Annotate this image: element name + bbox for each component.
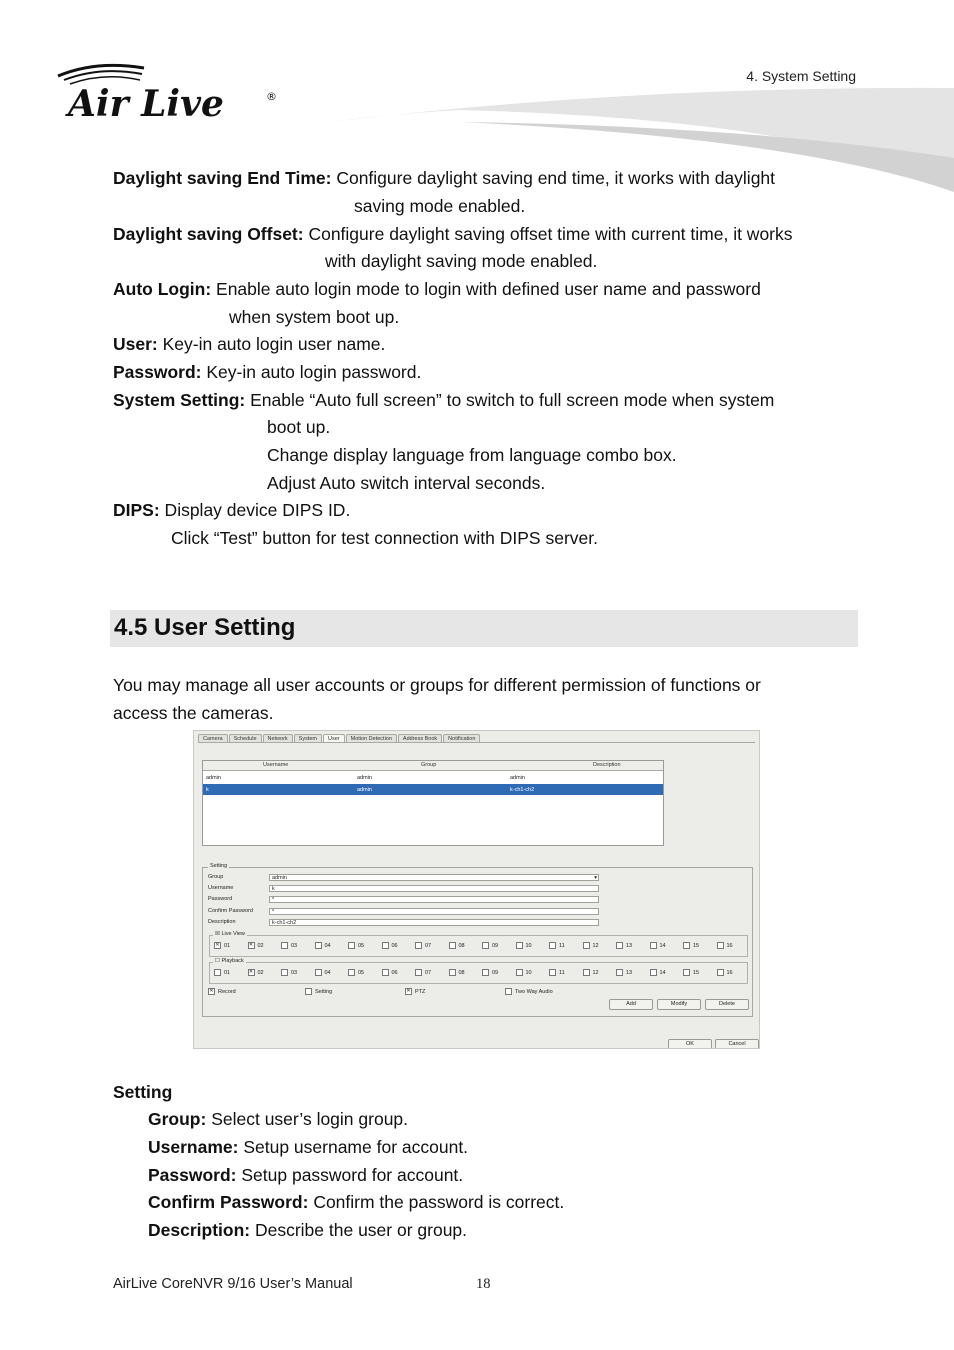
channel-label: 13	[626, 969, 633, 976]
channel-checkbox-12[interactable]	[583, 969, 599, 976]
para-dst-offset-cont: with daylight saving mode enabled.	[325, 251, 598, 271]
channel-checkbox-03[interactable]	[281, 942, 297, 949]
channel-label: 15	[693, 942, 700, 949]
channel-label: 09	[492, 969, 499, 976]
checkbox-icon	[482, 942, 489, 949]
term: Daylight saving End Time:	[113, 168, 332, 188]
col-username[interactable]: Username	[263, 762, 289, 768]
channel-checkbox-06[interactable]	[382, 969, 398, 976]
channel-checkbox-08[interactable]	[449, 942, 465, 949]
checkbox-icon	[449, 942, 456, 949]
checkbox-icon	[650, 969, 657, 976]
live-view-group	[209, 931, 748, 957]
term: Username:	[148, 1137, 239, 1157]
channel-checkbox-12[interactable]	[583, 942, 599, 949]
tab-schedule[interactable]: Schedule	[229, 734, 262, 743]
cell-username: k	[206, 787, 209, 793]
channel-checkbox-10[interactable]	[516, 969, 532, 976]
desc: Configure daylight saving offset time with current time, it works	[303, 224, 793, 244]
chevron-down-icon: ▾	[594, 875, 597, 881]
desc: Confirm the password is correct.	[308, 1192, 565, 1212]
group-label: Group	[208, 874, 224, 880]
ok-button[interactable]: OK	[668, 1039, 712, 1049]
checkbox-icon	[482, 969, 489, 976]
user-row-selected[interactable]	[203, 784, 663, 795]
checkbox-icon: ✕	[248, 942, 254, 948]
channel-label: 01	[224, 969, 231, 976]
perm-label: PTZ	[415, 988, 426, 995]
playback-legend[interactable]	[213, 958, 246, 964]
checkbox-icon	[717, 969, 724, 976]
term: Confirm Password:	[148, 1192, 309, 1212]
checkbox-icon	[415, 942, 422, 949]
cell-description: admin	[510, 775, 525, 781]
channel-label: 11	[559, 942, 565, 949]
checkbox-icon	[583, 942, 590, 949]
channel-checkbox-16[interactable]	[717, 942, 733, 949]
checkbox-icon: ✕	[209, 988, 214, 994]
svg-text:Air Live: Air Live	[68, 83, 224, 125]
channel-label: 07	[425, 969, 432, 976]
checkbox-icon	[516, 969, 523, 976]
para-auto-login-cont: when system boot up.	[229, 307, 400, 327]
checkbox-icon: ✕	[248, 969, 254, 975]
checkbox-icon	[516, 942, 523, 949]
channel-checkbox-04[interactable]	[315, 969, 331, 976]
para-dips	[113, 497, 873, 525]
checkbox-icon	[382, 942, 389, 949]
section-intro-1: You may manage all user accounts or groups for different permission of functions or	[113, 675, 761, 695]
tab-network[interactable]: Network	[263, 734, 293, 743]
checkbox-icon	[415, 969, 422, 976]
airlive-logo	[56, 58, 286, 126]
para-dst-offset	[113, 221, 873, 249]
checkbox-icon	[549, 969, 556, 976]
channel-checkbox-16[interactable]	[717, 969, 733, 976]
para-user	[113, 331, 873, 359]
checkbox-icon: ✕	[406, 988, 411, 994]
cell-description: k-ch1-ch2	[510, 787, 535, 793]
checkbox-icon	[449, 969, 456, 976]
channel-checkbox-14[interactable]	[650, 942, 666, 949]
channel-label: 14	[659, 969, 666, 976]
perm-label: Two Way Audio	[515, 988, 553, 995]
username-label: Username	[208, 885, 234, 891]
description-input[interactable]: k-ch1-ch2	[269, 919, 599, 926]
desc: Enable “Auto full screen” to switch to full screen mode when system	[245, 390, 775, 410]
checkbox-icon: ✕	[215, 942, 220, 948]
perm-two-way-audio[interactable]	[505, 988, 553, 995]
term: DIPS:	[113, 500, 160, 520]
channel-label: 10	[525, 969, 532, 976]
channel-label: 04	[324, 969, 331, 976]
term: Password:	[113, 362, 202, 382]
checkbox-icon	[348, 969, 355, 976]
channel-checkbox-08[interactable]	[449, 969, 465, 976]
user-row[interactable]	[203, 772, 663, 783]
desc: Key-in auto login user name.	[157, 334, 386, 354]
channel-checkbox-05[interactable]	[348, 969, 364, 976]
channel-checkbox-01[interactable]	[214, 969, 230, 976]
para-system-setting	[113, 387, 873, 415]
channel-label: 14	[659, 942, 666, 949]
perm-record[interactable]	[208, 988, 236, 995]
channel-label: 12	[592, 969, 599, 976]
channel-label: 08	[458, 942, 465, 949]
perm-label: Setting	[315, 988, 333, 995]
cell-group: admin	[357, 787, 372, 793]
desc: Key-in auto login password.	[201, 362, 422, 382]
channel-label: 05	[358, 969, 365, 976]
checkbox-icon	[616, 969, 623, 976]
setting-item-password	[148, 1162, 908, 1190]
checkbox-icon	[549, 942, 556, 949]
channel-checkbox-13[interactable]	[616, 942, 632, 949]
checkbox-icon	[281, 969, 288, 976]
checkbox-icon	[505, 988, 512, 995]
channel-label: 10	[525, 942, 532, 949]
term: Group:	[148, 1109, 207, 1129]
setting-item-username	[148, 1134, 908, 1162]
description-label: Description	[208, 919, 236, 925]
term: Description:	[148, 1220, 251, 1240]
channel-label: 05	[358, 942, 365, 949]
channel-label: 03	[291, 969, 298, 976]
channel-label: 04	[324, 942, 331, 949]
confirm-password-label: Confirm Password	[208, 908, 253, 914]
user-list	[202, 760, 664, 846]
section-intro-2: access the cameras.	[113, 703, 274, 723]
channel-checkbox-03[interactable]	[281, 969, 297, 976]
channel-label: 03	[291, 942, 298, 949]
channel-label: 13	[626, 942, 633, 949]
password-label: Password	[208, 896, 233, 902]
channel-label: 06	[391, 969, 398, 976]
desc: Setup password for account.	[236, 1165, 464, 1185]
channel-checkbox-09[interactable]	[482, 969, 498, 976]
para-system-setting-cont-3: Adjust Auto switch interval seconds.	[267, 473, 546, 493]
checkbox-icon	[281, 942, 288, 949]
live-view-legend[interactable]	[213, 931, 247, 937]
live-view-label: Live View	[221, 931, 245, 937]
perm-setting[interactable]	[305, 988, 332, 995]
channel-checkbox-11[interactable]	[549, 942, 565, 949]
checkbox-icon	[717, 942, 724, 949]
user-list-header	[203, 761, 663, 771]
tab-notification[interactable]: Notification	[443, 734, 480, 743]
channel-label: 07	[425, 942, 432, 949]
setting-heading: Setting	[113, 1082, 173, 1102]
channel-label: 02	[257, 969, 264, 976]
checkbox-icon	[348, 942, 355, 949]
setting-group	[202, 863, 753, 1017]
col-group[interactable]: Group	[421, 762, 437, 768]
checkbox-icon: ☒	[215, 931, 222, 937]
term: Daylight saving Offset:	[113, 224, 304, 244]
password-input[interactable]: *	[269, 896, 599, 903]
channel-checkbox-02[interactable]	[248, 969, 264, 976]
checkbox-icon	[382, 969, 389, 976]
tab-system[interactable]: System	[294, 734, 322, 743]
checkbox-icon	[616, 942, 623, 949]
para-dst-end	[113, 165, 873, 193]
channel-checkbox-13[interactable]	[616, 969, 632, 976]
channel-checkbox-01[interactable]	[214, 942, 230, 949]
para-system-setting-cont-2: Change display language from language combo box.	[267, 445, 677, 465]
channel-label: 11	[559, 969, 565, 976]
group-select[interactable]	[269, 874, 599, 881]
checkbox-icon	[583, 969, 590, 976]
cell-username: admin	[206, 775, 221, 781]
cancel-button[interactable]: Cancel	[715, 1039, 759, 1049]
desc: Describe the user or group.	[250, 1220, 468, 1240]
para-auto-login	[113, 276, 873, 304]
playback-group	[209, 958, 748, 984]
col-description[interactable]: Description	[593, 762, 621, 768]
channel-label: 01	[224, 942, 231, 949]
term: Auto Login:	[113, 279, 212, 299]
channel-label: 08	[458, 969, 465, 976]
channel-checkbox-15[interactable]	[683, 942, 699, 949]
channel-label: 06	[391, 942, 398, 949]
modify-button[interactable]: Modify	[657, 999, 701, 1010]
term: System Setting:	[113, 390, 246, 410]
username-input[interactable]: k	[269, 885, 599, 892]
desc: Enable auto login mode to login with defined user name and password	[211, 279, 761, 299]
channel-label: 02	[257, 942, 264, 949]
desc: Display device DIPS ID.	[159, 500, 351, 520]
tab-user[interactable]: User	[323, 734, 345, 743]
tab-motion-detection[interactable]: Motion Detection	[346, 734, 397, 743]
tab-address-book[interactable]: Address Book	[398, 734, 442, 743]
desc: Setup username for account.	[238, 1137, 469, 1157]
checkbox-icon	[683, 942, 690, 949]
checkbox-icon	[683, 969, 690, 976]
channel-checkbox-06[interactable]	[382, 942, 398, 949]
channel-checkbox-02[interactable]	[248, 942, 264, 949]
perm-label: Record	[218, 988, 236, 995]
setting-item-group	[148, 1106, 908, 1134]
tab-camera[interactable]: Camera	[198, 734, 228, 743]
confirm-password-input[interactable]: *	[269, 908, 599, 915]
section-title: 4.5 User Setting	[114, 614, 296, 641]
para-dst-end-cont: saving mode enabled.	[354, 196, 526, 216]
footer-manual: AirLive CoreNVR 9/16 User’s Manual	[113, 1276, 353, 1292]
cell-group: admin	[357, 775, 372, 781]
para-dips-cont: Click “Test” button for test connection with DIPS server.	[171, 528, 598, 548]
desc: Configure daylight saving end time, it works with daylight	[331, 168, 776, 188]
channel-label: 09	[492, 942, 499, 949]
channel-checkbox-15[interactable]	[683, 969, 699, 976]
channel-checkbox-07[interactable]	[415, 942, 431, 949]
channel-label: 12	[592, 942, 599, 949]
delete-button[interactable]: Delete	[705, 999, 749, 1010]
term: User:	[113, 334, 158, 354]
svg-text:®: ®	[266, 90, 277, 103]
channel-checkbox-09[interactable]	[482, 942, 498, 949]
channel-checkbox-10[interactable]	[516, 942, 532, 949]
checkbox-icon	[315, 942, 322, 949]
desc: Select user’s login group.	[206, 1109, 409, 1129]
page-number: 18	[476, 1276, 491, 1292]
checkbox-icon: ☐	[215, 958, 222, 964]
perm-ptz[interactable]	[405, 988, 425, 995]
channel-label: 16	[726, 942, 733, 949]
channel-checkbox-14[interactable]	[650, 969, 666, 976]
chapter-title: 4. System Setting	[746, 68, 856, 84]
setting-item-description	[148, 1217, 908, 1245]
checkbox-icon	[305, 988, 312, 995]
checkbox-icon	[214, 969, 221, 976]
channel-checkbox-05[interactable]	[348, 942, 364, 949]
channel-checkbox-04[interactable]	[315, 942, 331, 949]
user-setting-screenshot	[193, 730, 760, 1049]
channel-checkbox-11[interactable]	[549, 969, 565, 976]
tab-divider	[198, 742, 755, 743]
para-password	[113, 359, 873, 387]
add-button[interactable]: Add	[609, 999, 653, 1010]
checkbox-icon	[315, 969, 322, 976]
setting-item-confirm	[148, 1189, 908, 1217]
channel-label: 16	[726, 969, 733, 976]
group-value: admin	[272, 875, 287, 881]
setting-legend: Setting	[210, 863, 228, 869]
term: Password:	[148, 1165, 237, 1185]
channel-checkbox-07[interactable]	[415, 969, 431, 976]
playback-label: Playback	[221, 958, 244, 964]
checkbox-icon	[650, 942, 657, 949]
para-system-setting-cont-1: boot up.	[267, 417, 331, 437]
channel-label: 15	[693, 969, 700, 976]
